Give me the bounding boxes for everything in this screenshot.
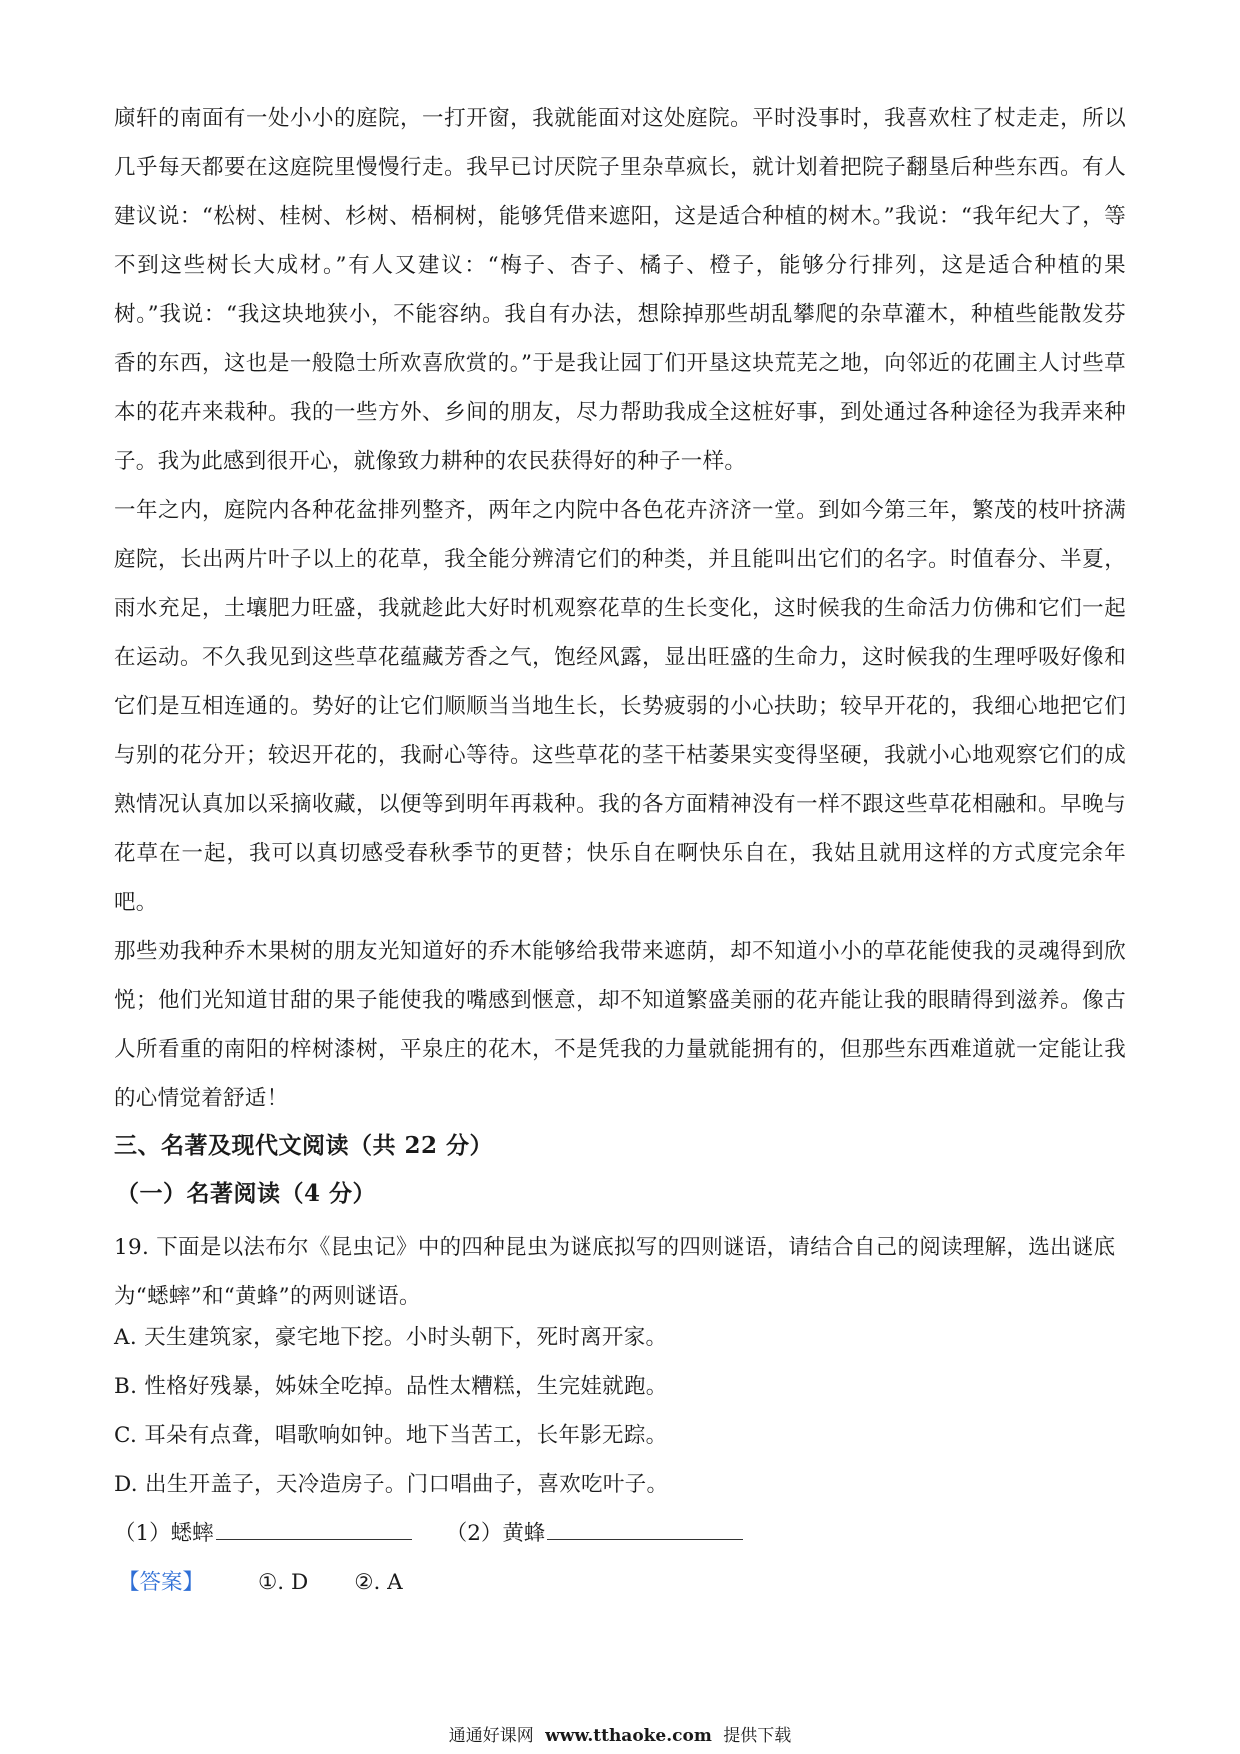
- page-footer: [0, 1724, 1240, 1748]
- passage-paragraph-3: 那些劝我种乔木果树的朋友光知道好的乔木能够给我带来遮荫，却不知道小小的草花能使我的灵魂得到欣悦；他们光知道甘甜的果子能使我的嘴感到惬意，却不知道繁盛美丽的花卉能让我的眼睛得到滋养。像古人所看重的南阳的梓树漆树，平泉庄的花木，不是凭我的力量就能拥有的，但那些东西难道就一定能让我的心情觉着舒适！: [114, 939, 1126, 1111]
- blank-1-line[interactable]: [216, 1517, 412, 1540]
- answer-row: [118, 1563, 449, 1603]
- passage-paragraph-2: 一年之内，庭院内各种花盆排列整齐，两年之内院中各色花卉济济一堂。到如今第三年，繁茂的枝叶挤满庭院，长出两片叶子以上的花草，我全能分辨清它们的种类，并且能叫出它们的名字。时值春分、半夏，雨水充足，土壤肥力旺盛，我就趁此大好时机观察花草的生长变化，这时候我的生命活力仿佛和它们一起在运动。不久我见到这些草花蕴藏芳香之气，饱经风露，显出旺盛的生命力，这时候我的生理呼吸好像和它们是互相连通的。势好的让它们顺顺当当地生长，长势疲弱的小心扶助；较早开花的，我细心地把它们与别的花分开；较迟开花的，我耐心等待。这些草花的茎干枯萎果实变得坚硬，我就小心地观察它们的成熟情况认真加以采摘收藏，以便等到明年再栽种。我的各方面精神没有一样不跟这些草花相融和。早晚与花草在一起，我可以真切感受春秋季节的更替；快乐自在啊快乐自在，我姑且就用这样的方式度完余年吧。: [114, 498, 1126, 915]
- section-title: 三、名著及现代文阅读（共 22 分）: [114, 1132, 494, 1159]
- option-b: B. 性格好残暴，姊妹全吃掉。品性太糟糕，生完娃就跑。: [114, 1374, 668, 1399]
- answer-tag: 【答案】: [118, 1570, 205, 1595]
- footer-site-name: 通通好课网: [448, 1726, 534, 1746]
- footer-suffix: 提供下载: [723, 1726, 792, 1746]
- option-a: A. 天生建筑家，豪宅地下挖。小时头朝下，死时离开家。: [114, 1325, 668, 1350]
- option-d: D. 出生开盖子，天冷造房子。门口唱曲子，喜欢吃叶子。: [114, 1472, 669, 1497]
- passage-paragraph-1: 庼轩的南面有一处小小的庭院，一打开窗，我就能面对这处庭院。平时没事时，我喜欢柱了杖走走，所以几乎每天都要在这庭院里慢慢行走。我早已讨厌院子里杂草疯长，就计划着把院子翻垦后种些东西。有人建议说：“松树、桂树、杉树、梧桐树，能够凭借来遮阳，这是适合种植的树木。”我说：“我年纪大了，等不到这些树长大成材。”有人又建议：“梅子、杏子、橘子、橙子，能够分行排列，这是适合种植的果树。”我说：“我这块地狭小，不能容纳。我自有办法，想除掉那些胡乱攀爬的杂草灌木，种植些能散发芬香的东西，这也是一般隐士所欢喜欣赏的。”于是我让园丁们开垦这块荒芜之地，向邻近的花圃主人讨些草本的花卉来栽种。我的一些方外、乡间的朋友，尽力帮助我成全这桩好事，到处通过各种途径为我弄来种子。我为此感到很开心，就像致力耕种的农民获得好的种子一样。: [114, 106, 1126, 474]
- blank-2-line[interactable]: [547, 1517, 743, 1540]
- answer-item-2: ②. A: [354, 1570, 403, 1595]
- blank-2-label: （2）黄蜂: [445, 1521, 546, 1546]
- footer-url[interactable]: www.tthaoke.com: [545, 1726, 712, 1746]
- blank-1-label: （1）蟋蟀: [114, 1521, 214, 1546]
- option-c: C. 耳朵有点聋，唱歌响如钟。地下当苦工，长年影无踪。: [114, 1423, 668, 1448]
- question-stem: 19. 下面是以法布尔《昆虫记》中的四种昆虫为谜底拟写的四则谜语，请结合自己的阅读理解，选出谜底为“蟋蟀”和“黄蜂”的两则谜语。: [114, 1235, 1116, 1309]
- section-subtitle: （一）名著阅读（4 分）: [116, 1180, 377, 1207]
- answer-blanks: [114, 1514, 743, 1554]
- answer-item-1: ①. D: [258, 1570, 309, 1595]
